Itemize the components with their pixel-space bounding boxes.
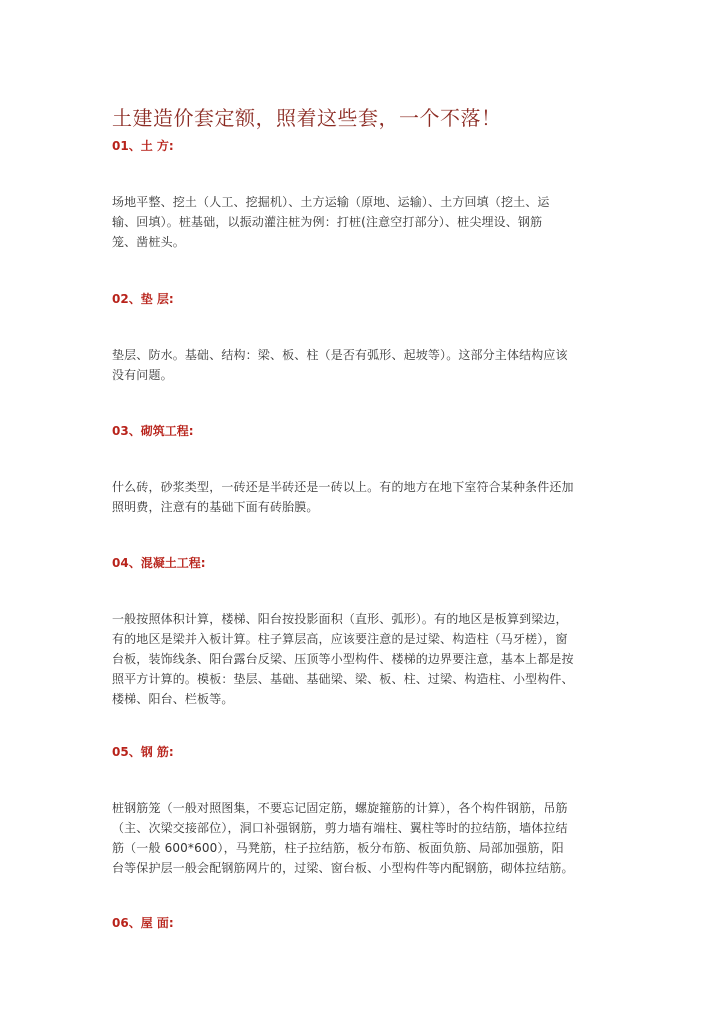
body-line: 照平方计算的。模板：垫层、基础、基础梁、梁、板、柱、过梁、构造柱、小型构件、 (112, 672, 574, 686)
body-line: 桩钢筋笼（一般对照图集，不要忘记固定筋，螺旋箍筋的计算），各个构件钢筋，吊筋 (112, 801, 568, 815)
body-line: 台板，装饰线条、阳台露台反梁、压顶等小型构件、楼梯的边界要注意，基本上都是按 (112, 652, 574, 666)
section-heading-masonry: 03、砌筑工程: (112, 424, 194, 438)
body-line: 台等保护层一般会配钢筋网片的，过梁、窗台板、小型构件等内配钢筋，砌体拉结筋。 (112, 861, 574, 875)
body-line: （主、次梁交接部位），洞口补强钢筋，剪力墙有端柱、翼柱等时的拉结筋，墙体拉结 (112, 821, 568, 835)
section-heading-concrete: 04、混凝土工程: (112, 556, 206, 570)
body-line: 有的地区是梁并入板计算。柱子算层高，应该要注意的是过梁、构造柱（马牙槎），窗 (112, 632, 568, 646)
section-body-masonry (112, 477, 614, 517)
section-heading-cushion: 02、垫 层: (112, 292, 174, 306)
body-line: 照明费，注意有的基础下面有砖胎膜。 (112, 500, 319, 514)
body-line: 场地平整、挖土（人工、挖掘机）、土方运输（原地、运输）、土方回填（挖土、运 (112, 195, 550, 209)
section-body-earthwork (112, 192, 614, 252)
body-line: 没有问题。 (112, 368, 173, 382)
section-body-cushion (112, 345, 614, 385)
section-body-concrete (112, 609, 614, 709)
body-line: 输、回填）。桩基础，以振动灌注桩为例：打桩(注意空打部分）、桩尖埋设、钢筋 (112, 215, 543, 229)
section-body-rebar (112, 798, 614, 878)
document-title: 土建造价套定额，照着这些套，一个不落！ (112, 106, 502, 130)
body-line: 一般按照体积计算，楼梯、阳台按投影面积（直形、弧形）。有的地区是板算到梁边， (112, 612, 568, 626)
section-heading-rebar: 05、钢 筋: (112, 745, 174, 759)
section-heading-roof: 06、屋 面: (112, 916, 174, 930)
body-line: 什么砖，砂浆类型，一砖还是半砖还是一砖以上。有的地方在地下室符合某种条件还加 (112, 480, 574, 494)
body-line: 楼梯、阳台、栏板等。 (112, 692, 234, 706)
section-heading-earthwork: 01、土 方: (112, 139, 174, 153)
body-line: 笼、凿桩头。 (112, 235, 185, 249)
body-line: 垫层、防水。基础、结构：梁、板、柱（是否有弧形、起坡等）。这部分主体结构应该 (112, 348, 568, 362)
body-line: 筋（一般 600*600），马凳筋，柱子拉结筋，板分布筋、板面负筋、局部加强筋，阳 (112, 841, 564, 855)
